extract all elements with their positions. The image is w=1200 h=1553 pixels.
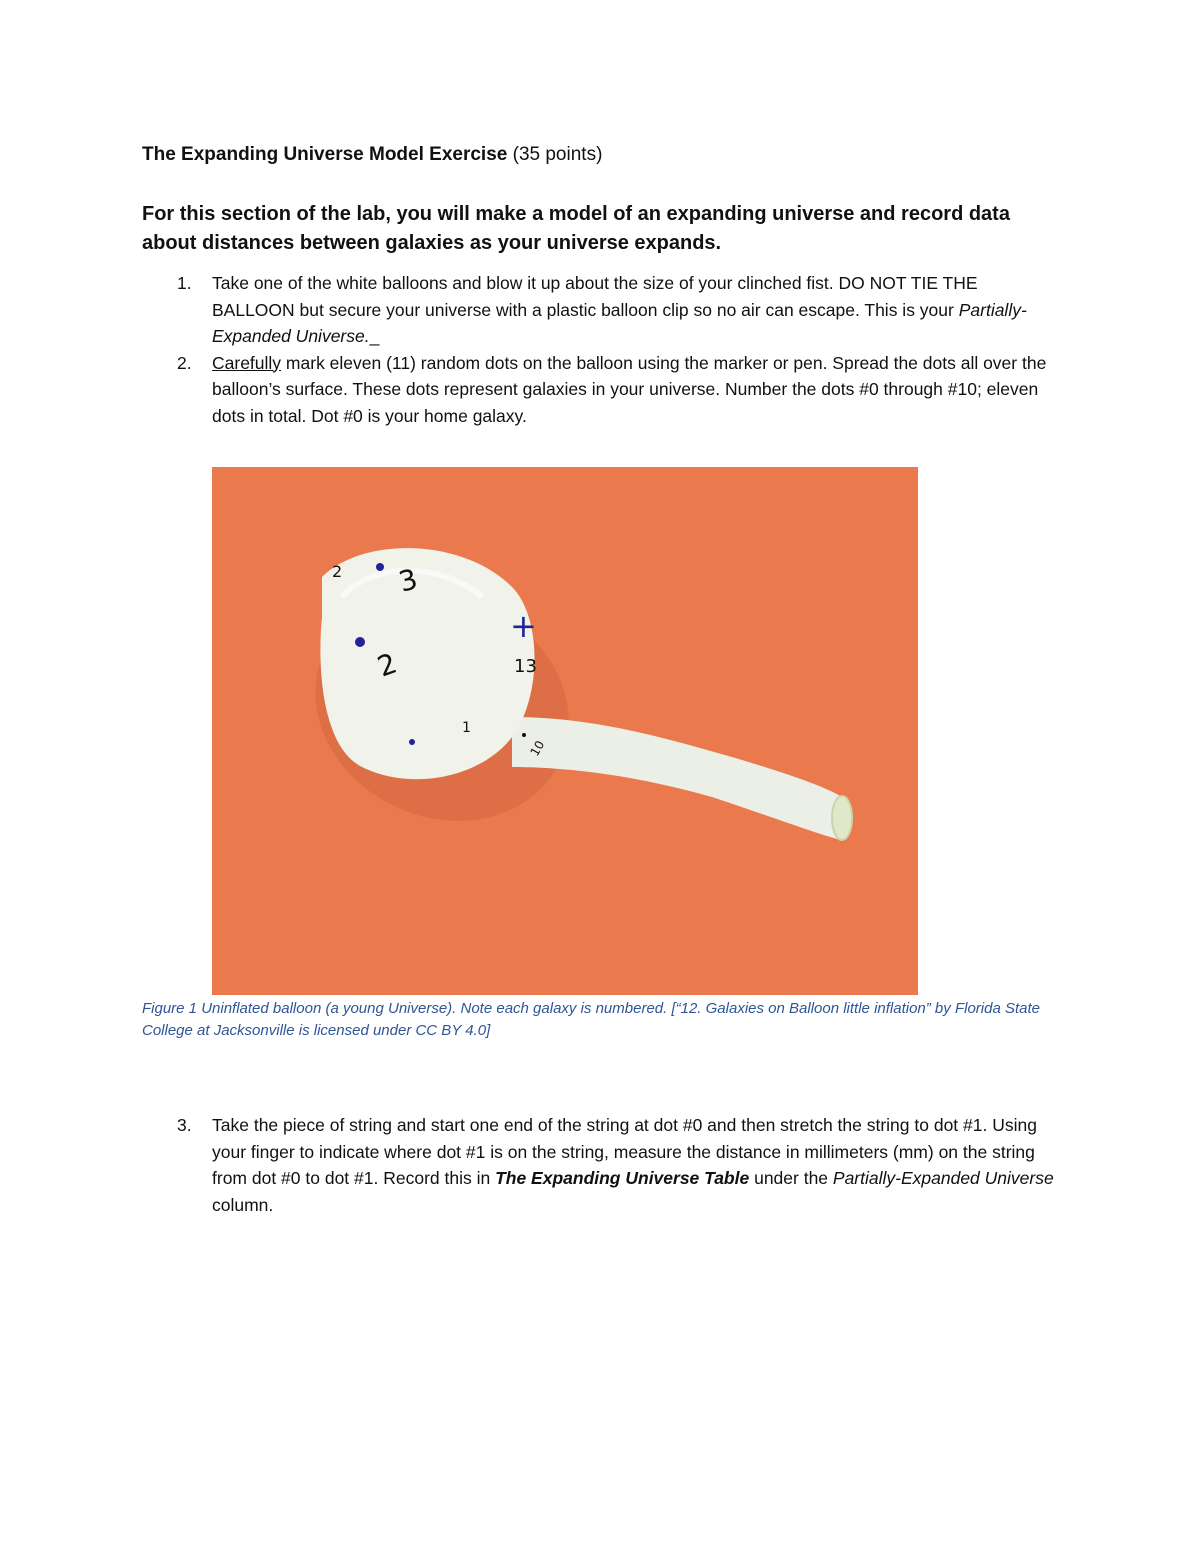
step-number: 1. (177, 273, 192, 293)
page-title (142, 144, 602, 166)
balloon-photo (212, 467, 918, 995)
title-bold: The Expanding Universe Model Exercise (142, 144, 508, 165)
column-name: Partially-Expanded Universe (832, 1168, 1054, 1188)
list-item (142, 1112, 1062, 1218)
list-item (142, 350, 1062, 430)
step-emphasis: Partially-Expanded Universe. (212, 299, 1027, 346)
figure-caption: Figure 1 Uninflated balloon (a young Universe). Note each galaxy is numbered. [“12. Galaxies on Balloon little inflation” by Florida State College at Jacksonville is licensed under CC BY 4.0] (142, 1000, 1040, 1039)
step-number: 3. (177, 1115, 192, 1135)
galaxy-mark: 13 (514, 656, 537, 677)
galaxy-mark: 10 (527, 738, 548, 759)
table-name: The Expanding Universe Table (495, 1168, 750, 1188)
step-text: column. (212, 1194, 274, 1215)
step-number: 2. (177, 352, 192, 373)
galaxy-mark: 2 (373, 646, 402, 684)
step-text: Take one of the white balloons and blow it up about the size of your clinched fist. DO NOT TIE THE BALLOON but secure your universe with a plastic balloon clip so no air can escape. This is your (212, 273, 978, 320)
galaxy-mark: 2 (332, 562, 343, 581)
steps-list (142, 270, 1062, 429)
step-text: Take the piece of string and start one end of the string at dot #0 and then stretch the string to dot #1. Using your finger to indicate where dot #1 is on the string, measure the distance in millimeters (mm) on the string from dot #0 to dot #1. Record this in (212, 1115, 1037, 1188)
steps-list-continued (142, 1112, 1062, 1218)
step-underline: Carefully (212, 352, 282, 373)
galaxy-mark: 3 (395, 562, 422, 599)
title-points: (35 points) (507, 144, 603, 165)
list-item (142, 270, 1062, 350)
step-text: under the (749, 1168, 833, 1188)
galaxy-mark: + (510, 607, 537, 645)
step-text: mark eleven (11) random dots on the balloon using the marker or pen. Spread the dots all over the balloon’s surface. These dots represent galaxies in your universe. Number the dots #0 through #10; eleven dots in total. Dot #0 is your home galaxy. (212, 352, 1047, 426)
intro-paragraph: For this section of the lab, you will make a model of an expanding universe and record data about distances between galaxies as your universe expands. (142, 203, 1010, 254)
step-text-tail: _ (369, 326, 380, 346)
galaxy-mark: 1 (462, 720, 471, 736)
